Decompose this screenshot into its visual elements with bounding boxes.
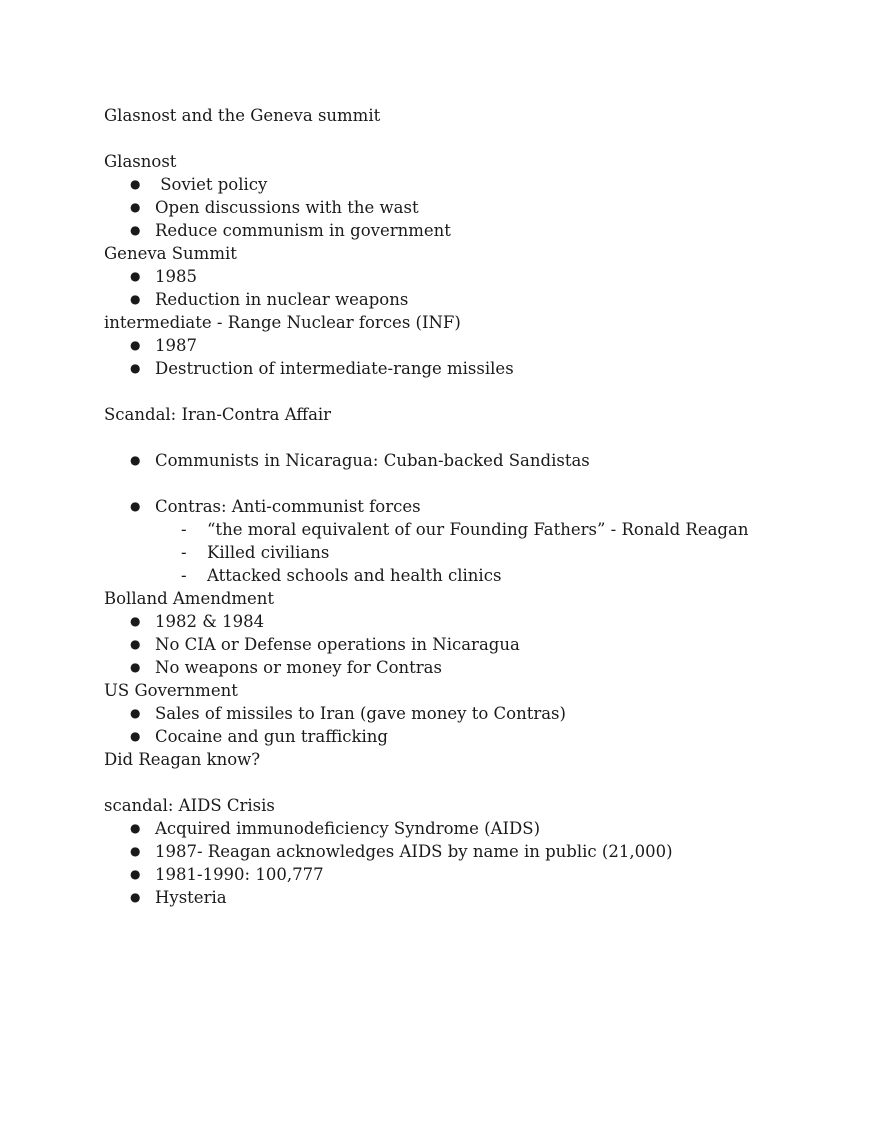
list-item	[104, 840, 824, 863]
dash-icon: -	[181, 566, 187, 585]
bullet-icon: ●	[130, 223, 141, 237]
list-item	[104, 173, 824, 196]
list-item-text: No weapons or money for Contras	[155, 658, 442, 677]
bullet-icon: ●	[130, 660, 141, 674]
dash-icon: -	[181, 543, 187, 562]
list-item-text: Communists in Nicaragua: Cuban-backed Sandistas	[155, 451, 590, 470]
bullet-icon: ●	[130, 338, 141, 352]
bullet-icon: ●	[130, 867, 141, 881]
document-title: Glasnost and the Geneva summit	[104, 106, 381, 125]
list-item-text: Reduction in nuclear weapons	[155, 290, 409, 309]
list-item	[104, 196, 824, 219]
blank-line	[104, 127, 824, 150]
blank-line	[104, 380, 824, 403]
sub-list-item-text: Killed civilians	[207, 543, 330, 562]
list-item	[104, 863, 824, 886]
list-item	[104, 817, 824, 840]
sub-list-item-text: Attacked schools and health clinics	[207, 566, 502, 585]
bullet-icon: ●	[130, 729, 141, 743]
section-heading-glasnost: Glasnost	[104, 152, 177, 171]
list-item	[104, 449, 824, 472]
list-item	[104, 886, 824, 909]
list-item	[104, 357, 824, 380]
dash-icon: -	[181, 520, 187, 539]
list-item	[104, 334, 824, 357]
list-item-text: No CIA or Defense operations in Nicaragua	[155, 635, 520, 654]
section-heading-aids: scandal: AIDS Crisis	[104, 796, 275, 815]
list-item-text: 1987- Reagan acknowledges AIDS by name in public (21,000)	[155, 842, 673, 861]
list-item-text: Acquired immunodeficiency Syndrome (AIDS)	[155, 819, 541, 838]
bullet-icon: ●	[130, 706, 141, 720]
bullet-icon: ●	[130, 361, 141, 375]
bullet-icon: ●	[130, 637, 141, 651]
sub-list-item	[104, 564, 824, 587]
bullet-icon: ●	[130, 844, 141, 858]
bullet-icon: ●	[130, 292, 141, 306]
sub-list-item	[104, 518, 824, 541]
blank-line	[104, 771, 824, 794]
list-item-text: Soviet policy	[155, 175, 268, 194]
blank-line	[104, 426, 824, 449]
list-item	[104, 633, 824, 656]
question-line: Did Reagan know?	[104, 750, 261, 769]
list-item-text: 1982 & 1984	[155, 612, 265, 631]
bullet-icon: ●	[130, 821, 141, 835]
sub-list-item	[104, 541, 824, 564]
list-item-text: Destruction of intermediate-range missiles	[155, 359, 514, 378]
list-item-text: Hysteria	[155, 888, 227, 907]
bullet-icon: ●	[130, 890, 141, 904]
list-item-text: Open discussions with the wast	[155, 198, 419, 217]
bullet-icon: ●	[130, 177, 141, 191]
sub-list-item-text: “the moral equivalent of our Founding Fathers” - Ronald Reagan	[207, 520, 749, 539]
bullet-icon: ●	[130, 269, 141, 283]
list-item	[104, 725, 824, 748]
bullet-icon: ●	[130, 614, 141, 628]
list-item	[104, 495, 824, 518]
list-item	[104, 702, 824, 725]
blank-line	[104, 472, 824, 495]
list-item-text: Reduce communism in government	[155, 221, 451, 240]
bullet-icon: ●	[130, 499, 141, 513]
list-item	[104, 656, 824, 679]
list-item-text: 1987	[155, 336, 197, 355]
section-heading-iran-contra: Scandal: Iran-Contra Affair	[104, 405, 332, 424]
list-item-text: 1981-1990: 100,777	[155, 865, 324, 884]
bullet-icon: ●	[130, 453, 141, 467]
list-item-text: Sales of missiles to Iran (gave money to Contras)	[155, 704, 566, 723]
list-item	[104, 265, 824, 288]
list-item-text: Contras: Anti-communist forces	[155, 497, 421, 516]
list-item	[104, 288, 824, 311]
list-item	[104, 610, 824, 633]
list-item-text: 1985	[155, 267, 197, 286]
section-heading-inf: intermediate - Range Nuclear forces (INF)	[104, 313, 461, 332]
list-item-text: Cocaine and gun trafficking	[155, 727, 388, 746]
document-body	[104, 104, 824, 909]
list-item	[104, 219, 824, 242]
section-heading-us-government: US Government	[104, 681, 238, 700]
section-heading-bolland: Bolland Amendment	[104, 589, 275, 608]
section-heading-geneva: Geneva Summit	[104, 244, 237, 263]
bullet-icon: ●	[130, 200, 141, 214]
